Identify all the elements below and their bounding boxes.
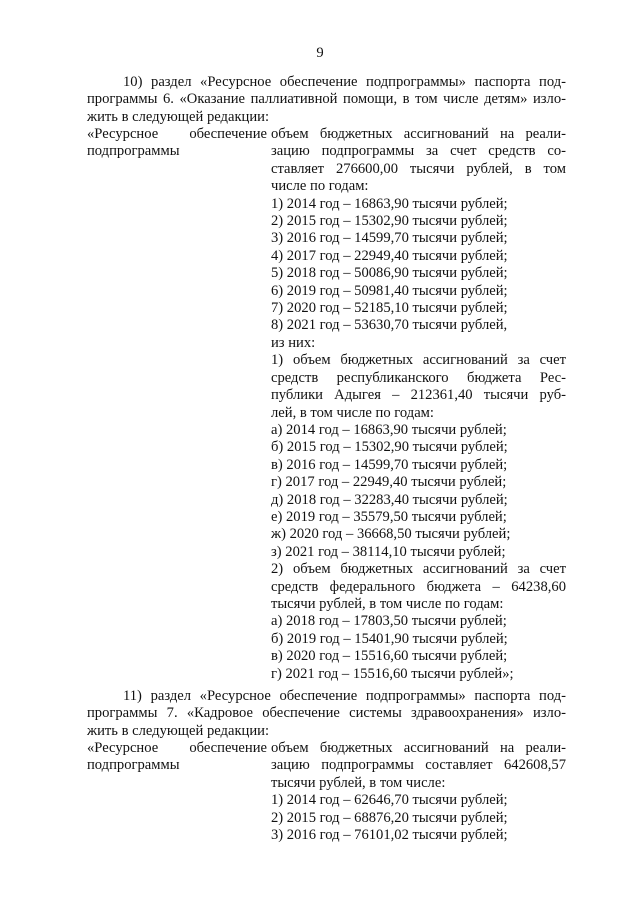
detail-line: 3) 2016 год – 76101,02 тысячи рублей; <box>271 827 508 844</box>
detail-line: из них: <box>271 334 316 351</box>
detail-line: в) 2016 год – 14599,70 тысячи рублей; <box>271 456 508 473</box>
section-10-intro <box>87 74 566 126</box>
intro-line: 11) раздел «Ресурсное обеспечение подпрограммы» паспорта под- <box>123 688 566 704</box>
detail-line: зацию подпрограммы составляет 642608,57 <box>271 757 566 774</box>
detail-line: г) 2017 год – 22949,40 тысячи рублей; <box>271 474 507 491</box>
detail-line: 8) 2021 год – 53630,70 тысячи рублей, <box>271 317 508 334</box>
detail-line: 4) 2017 год – 22949,40 тысячи рублей; <box>271 247 508 264</box>
detail-line: тысячи рублей, в том числе: <box>271 774 446 791</box>
detail-line: ж) 2020 год – 36668,50 тысячи рублей; <box>271 526 511 543</box>
detail-line: а) 2018 год – 17803,50 тысячи рублей; <box>271 613 507 630</box>
detail-line: тысячи рублей, в том числе по годам: <box>271 595 504 612</box>
resource-details <box>271 126 566 683</box>
detail-line: 6) 2019 год – 50981,40 тысячи рублей; <box>271 282 508 299</box>
intro-line: программы 7. «Кадровое обеспечение системы здравоохранения» изло- <box>87 705 566 722</box>
label-line: подпрограммы <box>87 757 180 774</box>
detail-line: 2) 2015 год – 15302,90 тысячи рублей; <box>271 213 508 230</box>
label-line: «Ресурсное обеспечение <box>87 740 267 756</box>
intro-line: программы 6. «Оказание паллиативной помощи, в том числе детям» изло- <box>87 91 566 108</box>
detail-line: д) 2018 год – 32283,40 тысячи рублей; <box>271 491 508 508</box>
detail-line: г) 2021 год – 15516,60 тысячи рублей»; <box>271 665 514 682</box>
detail-line: б) 2019 год – 15401,90 тысячи рублей; <box>271 630 508 647</box>
detail-line: 1) 2014 год – 62646,70 тысячи рублей; <box>271 792 508 809</box>
label-line: подпрограммы <box>87 143 180 160</box>
resource-label <box>87 740 267 775</box>
detail-line: 7) 2020 год – 52185,10 тысячи рублей; <box>271 300 508 317</box>
section-11-intro <box>87 688 566 740</box>
detail-line: средств республиканского бюджета Рес- <box>271 369 566 386</box>
label-line: «Ресурсное обеспечение <box>87 126 267 142</box>
detail-line: ставляет 276600,00 тысячи рублей, в том <box>271 160 566 177</box>
detail-line: б) 2015 год – 15302,90 тысячи рублей; <box>271 439 508 456</box>
detail-line: 2) объем бюджетных ассигнований за счет <box>271 561 566 578</box>
detail-line: 3) 2016 год – 14599,70 тысячи рублей; <box>271 230 508 247</box>
detail-line: зацию подпрограммы за счет средств со- <box>271 143 566 160</box>
detail-line: объем бюджетных ассигнований на реали- <box>271 126 566 142</box>
resource-details <box>271 740 566 844</box>
detail-line: 1) 2014 год – 16863,90 тысячи рублей; <box>271 195 508 212</box>
detail-line: е) 2019 год – 35579,50 тысячи рублей; <box>271 508 507 525</box>
detail-line: а) 2014 год – 16863,90 тысячи рублей; <box>271 421 507 438</box>
detail-line: в) 2020 год – 15516,60 тысячи рублей; <box>271 648 508 665</box>
detail-line: числе по годам: <box>271 178 369 195</box>
detail-line: объем бюджетных ассигнований на реали- <box>271 740 566 756</box>
intro-line: 10) раздел «Ресурсное обеспечение подпрограммы» паспорта под- <box>123 74 566 90</box>
detail-line: публики Адыгея – 212361,40 тысячи руб- <box>271 387 566 404</box>
intro-line: жить в следующей редакции: <box>87 722 270 739</box>
page-number: 9 <box>316 45 324 61</box>
detail-line: лей, в том числе по годам: <box>271 404 434 421</box>
detail-line: средств федерального бюджета – 64238,60 <box>271 578 566 595</box>
detail-line: 2) 2015 год – 68876,20 тысячи рублей; <box>271 809 508 826</box>
resource-label <box>87 126 267 161</box>
detail-line: 5) 2018 год – 50086,90 тысячи рублей; <box>271 265 508 282</box>
intro-line: жить в следующей редакции: <box>87 108 270 125</box>
detail-line: 1) объем бюджетных ассигнований за счет <box>271 352 566 369</box>
detail-line: з) 2021 год – 38114,10 тысячи рублей; <box>271 543 506 560</box>
